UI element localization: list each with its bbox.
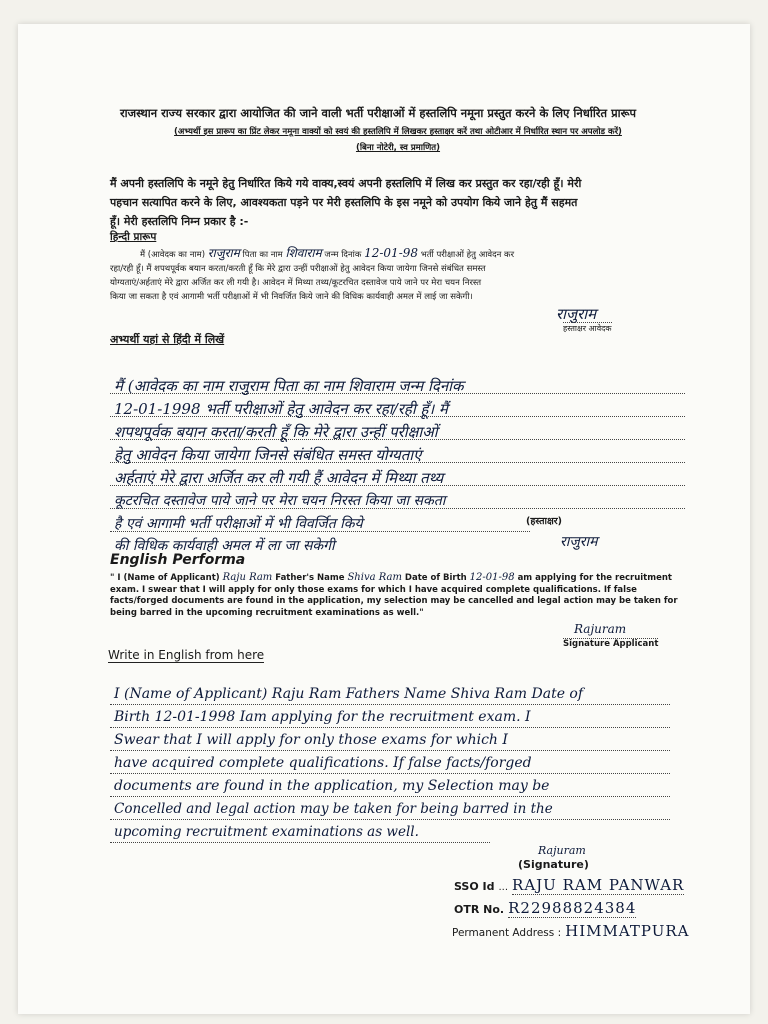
address-row	[452, 922, 689, 941]
english-line-1: I (Name of Applicant) Raju Ram Fathers Name Shiva Ram Date of	[114, 686, 584, 702]
otr-row	[454, 899, 636, 918]
hindi-write-signature: राजुराम	[560, 534, 598, 550]
intro-line-1: मैं अपनी हस्तलिपि के नमूने हेतु निर्धारित किये गये वाक्य,स्वयं अपनी हस्तलिपि में लिख कर प्रस्तुत कर रहा/रही हूँ। मेरी	[110, 177, 582, 190]
sso-id-row: SSO Id ... RAJU RAM PANWAR	[454, 876, 685, 894]
address-label: Permanent Address :	[452, 927, 562, 939]
intro-paragraph	[110, 174, 690, 231]
hindi-performa-line-2: रहा/रही हूँ। मैं शपथपूर्वक बयान करता/करती हूँ कि मेरे द्वारा उन्हीं परीक्षाओं हेतु आवेदन किया जायेगा जिनसे संबंधित समस्त	[110, 264, 486, 274]
hindi-signature-label: हस्ताक्षर आवेदक	[563, 324, 612, 333]
english-signature-label: Signature Applicant	[563, 639, 659, 649]
filled-father-name: शिवाराम	[285, 246, 322, 260]
hindi-performa-line-3: योग्यताएं/अर्हताएं मेरे द्वारा अर्जित कर ली गयी है। आवेदन में मिथ्या तथ्य/कूटरचित दस्तावेज पाये जाने पर मेरा चयन निरस्त	[110, 278, 482, 288]
filled-name-en: Raju Ram	[222, 572, 273, 583]
hindi-line-2: 12-01-1998 भर्ती परीक्षाओं हेतु आवेदन कर रहा/रही हूँ। मैं	[114, 400, 448, 418]
english-performa-text	[110, 572, 695, 619]
hindi-write-signature-label: (हस्ताक्षर)	[526, 516, 562, 527]
english-performa-line-3: facts/forged documents are found in the application, my selection may be cancelled and legal action may be taken for	[110, 596, 678, 606]
english-line-6: Concelled and legal action may be taken for being barred in the	[114, 801, 553, 817]
english-performa-heading: English Performa	[110, 552, 246, 568]
otr-value: R22988824384	[508, 899, 637, 917]
filled-dob-en: 12-01-98	[469, 572, 515, 583]
hindi-handwriting-area	[110, 376, 690, 576]
hindi-performa-text	[110, 246, 690, 304]
filled-dob: 12-01-98	[364, 246, 419, 260]
hindi-performa-signature: राजुराम	[556, 305, 597, 323]
english-line-2: Birth 12-01-1998 Iam applying for the recruitment exam. I	[114, 709, 531, 725]
address-value: HIMMATPURA	[565, 922, 690, 940]
hindi-line-8: की विधिक कार्यवाही अमल में ला जा सकेगी	[114, 538, 335, 554]
form-title: राजस्थान राज्य सरकार द्वारा आयोजित की जाने वाली भर्ती परीक्षाओं में हस्तलिपि नमूना प्रस्तुत करने के लिए निर्धारित प्रारूप	[119, 106, 637, 120]
english-performa-line-1: " I (Name of Applicant) Raju Ram Father's Name Shiva Ram Date of Birth 12-01-98 am applying for the recruitment	[110, 572, 672, 583]
intro-line-3: हूँ। मेरी हस्तलिपि निम्न प्रकार है :-	[110, 215, 249, 228]
hindi-performa-heading: हिन्दी प्रारूप	[110, 231, 157, 243]
english-handwriting-area	[110, 684, 690, 854]
intro-line-2: पहचान सत्यापित करने के लिए, आवश्यकता पड़ने पर मेरी हस्तलिपि के इस नमूने को उपयोग किये जाने हेतु मैं सहमत	[110, 196, 578, 209]
english-line-7: upcoming recruitment examinations as well.	[114, 824, 419, 840]
english-write-signature: Rajuram	[538, 844, 586, 857]
hindi-line-3: शपथपूर्वक बयान करता/करती हूँ कि मेरे द्वारा उन्हीं परीक्षाओं	[114, 423, 438, 441]
otr-label: OTR No.	[454, 903, 505, 916]
hindi-performa-line-1: मैं (आवेदक का नाम) राजुराम पिता का नाम शिवाराम जन्म दिनांक 12-01-98 भर्ती परीक्षाओं हेतु आवेदन कर	[140, 246, 515, 260]
hindi-line-7: है एवं आगामी भर्ती परीक्षाओं में भी विवर्जित किये	[114, 516, 363, 532]
hindi-performa-line-4: किया जा सकता है एवं आगामी भर्ती परीक्षाओं में भी निवर्जित किये जाने की विधिक कार्यवाही अमल में लाई जा सकेगी।	[110, 292, 473, 302]
english-line-3: Swear that I will apply for only those exams for which I	[114, 732, 508, 748]
self-attest-note: (बिना नोटेरी, स्व प्रमाणित)	[355, 143, 441, 153]
english-line-5: documents are found in the application, my Selection may be	[114, 778, 550, 794]
hindi-write-heading: अभ्यर्थी यहां से हिंदी में लिखें	[110, 333, 225, 346]
sso-id-label: SSO Id	[454, 880, 495, 893]
english-write-signature-label: (Signature)	[518, 858, 589, 871]
filled-father-name-en: Shiva Ram	[347, 572, 402, 583]
english-write-heading: Write in English from here	[108, 648, 265, 662]
sso-id-value: RAJU RAM PANWAR	[512, 876, 685, 894]
filled-name: राजुराम	[207, 246, 240, 260]
english-performa-line-4: being barred in the upcoming recruitment examinations as well."	[110, 607, 424, 618]
hindi-line-1: मैं (आवेदक का नाम राजुराम पिता का नाम शिवाराम जन्म दिनांक	[114, 377, 464, 395]
hindi-line-4: हेतु आवेदन किया जायेगा जिनसे संबंधित समस्त योग्यताएं	[114, 446, 422, 464]
document-page	[18, 24, 750, 1014]
english-line-4: have acquired complete qualifications. If false facts/forged	[114, 755, 532, 771]
english-performa-signature: Rajuram	[574, 622, 627, 636]
hindi-line-5: अर्हताएं मेरे द्वारा अर्जित कर ली गयी हैं आवेदन में मिथ्या तथ्य	[114, 469, 444, 487]
english-performa-line-2: exam. I swear that I will apply for only those exams for which I have acquired complete qualifications. If false	[110, 584, 637, 595]
hindi-line-6: कूटरचित दस्तावेज पाये जाने पर मेरा चयन निरस्त किया जा सकता	[114, 493, 446, 509]
upload-instruction: (अभ्यर्थी इस प्रारूप का प्रिंट लेकर नमूना वाक्यों को स्वयं की हस्तलिपि में लिखकर हस्ताक्षर करें तथा ओटीआर में निर्धारित स्थान पर अपलोड करें)	[174, 127, 622, 137]
